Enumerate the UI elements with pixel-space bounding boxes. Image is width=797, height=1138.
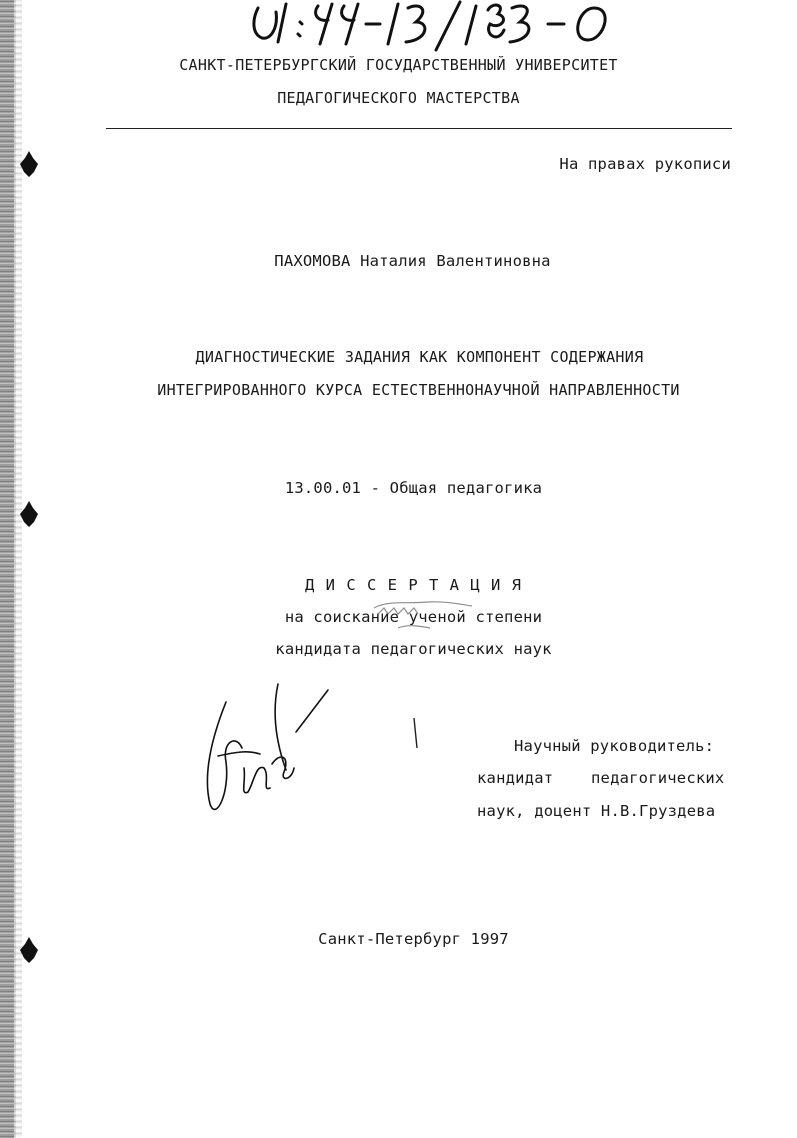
archive-code-strokes <box>248 0 628 52</box>
city-year: Санкт-Петербург 1997 <box>318 930 509 948</box>
university-name: САНКТ-ПЕТЕРБУРГСКИЙ ГОСУДАРСТВЕННЫЙ УНИВЕРСИТЕТ <box>179 56 618 74</box>
punch-hole-mark <box>18 150 40 178</box>
supervisor-name: наук, доцент Н.В.Груздева <box>477 802 716 820</box>
ink-stroke-mark <box>410 716 420 750</box>
header-divider <box>106 128 732 129</box>
specialty-code: 13.00.01 - Общая педагогика <box>284 479 543 497</box>
university-name-line2: ПЕДАГОГИЧЕСКОГО МАСТЕРСТВА <box>277 89 520 107</box>
title-line-2: ИНТЕГРИРОВАННОГО КУРСА ЕСТЕСТВЕННОНАУЧНОЙ НАПРАВЛЕННОСТИ <box>157 381 680 399</box>
stamp-mark <box>368 592 478 640</box>
work-type-label: Д И С С Е Р Т А Ц И Я <box>305 576 522 594</box>
signature <box>196 672 336 822</box>
title-line-1: ДИАГНОСТИЧЕСКИЕ ЗАДАНИЯ КАК КОМПОНЕНТ СОДЕРЖАНИЯ <box>195 348 644 366</box>
punch-hole-mark <box>18 500 40 528</box>
author-name: ПАХОМОВА Наталия Валентиновна <box>274 252 551 270</box>
supervisor-degree-field: педагогических <box>591 769 725 787</box>
supervisor-label: Научный руководитель: <box>514 737 715 755</box>
supervisor-degree-word: кандидат <box>477 769 554 787</box>
work-type-field: кандидата педагогических наук <box>275 640 552 658</box>
work-type-degree: на соискание ученой степени <box>284 608 543 626</box>
archive-code <box>248 0 628 52</box>
manuscript-rights-note: На правах рукописи <box>559 155 731 173</box>
